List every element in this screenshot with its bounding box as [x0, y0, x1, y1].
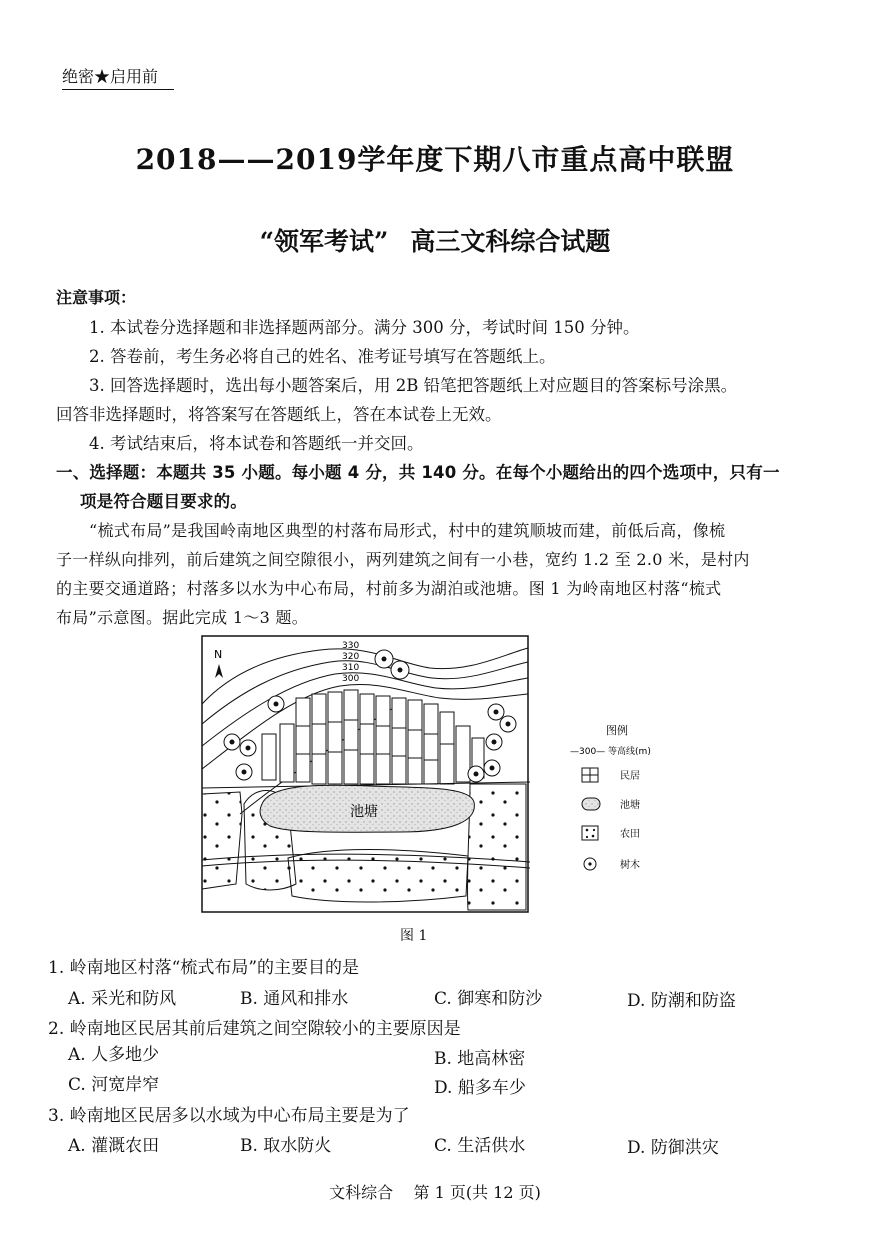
section-heading [56, 458, 836, 516]
notice-heading: 注意事项： [56, 288, 137, 307]
svg-text:310: 310 [342, 663, 360, 673]
question-3-option-c[interactable]: C. 生活供水 [434, 1136, 526, 1156]
svg-text:N: N [214, 648, 223, 661]
legend-pond-icon [582, 798, 600, 810]
notice-item-3: 3. 回答选择题时，选出每小题答案后，用 2B 铅笔把答题纸上对应题目的答案标号涂黑。 [89, 376, 738, 395]
question-1-option-a[interactable]: A. 采光和防风 [68, 989, 177, 1009]
question-2-option-a[interactable]: A. 人多地少 [68, 1045, 160, 1065]
confidential-label: 绝密★启用前 [62, 64, 174, 90]
question-2-stem: 2. 岭南地区民居其前后建筑之间空隙较小的主要原因是 [48, 1019, 461, 1039]
village-layout-map [200, 634, 660, 919]
question-1-stem: 1. 岭南地区村落“梳式布局”的主要目的是 [48, 958, 360, 978]
section-heading-line2: 项是符合题目要求的。 [80, 492, 247, 511]
reading-passage [56, 516, 832, 632]
question-1-option-d[interactable]: D. 防潮和防盗 [627, 991, 736, 1011]
figure-caption: 图 1 [400, 928, 428, 944]
map-legend [570, 723, 651, 871]
question-3-stem: 3. 岭南地区民居多以水域为中心布局主要是为了 [48, 1106, 410, 1126]
legend-contour: —300— 等高线(m) [570, 747, 651, 757]
passage-line-1: “梳式布局”是我国岭南地区典型的村落布局形式，村中的建筑顺坡而建，前低后高，像梳 [89, 521, 726, 540]
question-3-option-a[interactable]: A. 灌溉农田 [68, 1136, 160, 1156]
section-heading-line1: 一、选择题：本题共 35 小题。每小题 4 分，共 140 分。在每个小题给出的四个选项中，只有一 [56, 463, 780, 482]
exam-title-line2 [0, 222, 870, 258]
question-2-option-b[interactable]: B. 地高林密 [434, 1049, 526, 1069]
legend-title: 图例 [606, 724, 628, 737]
notice-item-2: 2. 答卷前，考生务必将自己的姓名、准考证号填写在答题纸上。 [89, 347, 556, 366]
question-1-option-b[interactable]: B. 通风和排水 [240, 989, 349, 1009]
contour-labels [342, 641, 359, 684]
question-3-option-d[interactable]: D. 防御洪灾 [627, 1138, 719, 1158]
legend-house-label: 民居 [620, 771, 640, 782]
question-1-option-c[interactable]: C. 御寒和防沙 [434, 989, 543, 1009]
passage-line-3: 的主要交通道路；村落多以水为中心布局，村前多为湖泊或池塘。图 1 为岭南地区村落“梳式 [56, 579, 722, 598]
question-2-option-d[interactable]: D. 船多车少 [434, 1078, 526, 1098]
notice-item-3-cont: 回答非选择题时，将答案写在答题纸上，答在本试卷上无效。 [56, 405, 502, 424]
notice-item-1: 1. 本试卷分选择题和非选择题两部分。满分 300 分，考试时间 150 分钟。 [89, 318, 640, 337]
pond-label: 池塘 [350, 804, 378, 820]
page-footer: 文科综合 第 1 页(共 12 页) [329, 1183, 541, 1202]
notice-item-4: 4. 考试结束后，将本试卷和答题纸一并交回。 [89, 434, 424, 453]
svg-text:300: 300 [342, 674, 360, 684]
question-2-option-c[interactable]: C. 河宽岸窄 [68, 1075, 160, 1095]
legend-house-icon [582, 768, 598, 782]
legend-pond-label: 池塘 [620, 800, 640, 811]
exam-title-quote: “领军考试” [259, 227, 389, 256]
passage-line-4: 布局”示意图。据此完成 1～3 题。 [56, 608, 309, 627]
legend-field-label: 农田 [620, 829, 640, 840]
exam-title-line1: 2018——2019学年度下期八市重点高中联盟 [135, 143, 735, 176]
svg-text:330: 330 [342, 641, 360, 651]
legend-tree-label: 树木 [620, 860, 640, 871]
legend-tree-icon [584, 858, 596, 870]
svg-text:320: 320 [342, 652, 360, 662]
question-3-option-b[interactable]: B. 取水防火 [240, 1136, 332, 1156]
exam-title-subject: 高三文科综合试题 [410, 227, 611, 256]
passage-line-2: 子一样纵向排列，前后建筑之间空隙很小，两列建筑之间有一小巷，宽约 1.2 至 2.0 米，是村内 [56, 550, 750, 569]
legend-field-icon [582, 826, 598, 840]
